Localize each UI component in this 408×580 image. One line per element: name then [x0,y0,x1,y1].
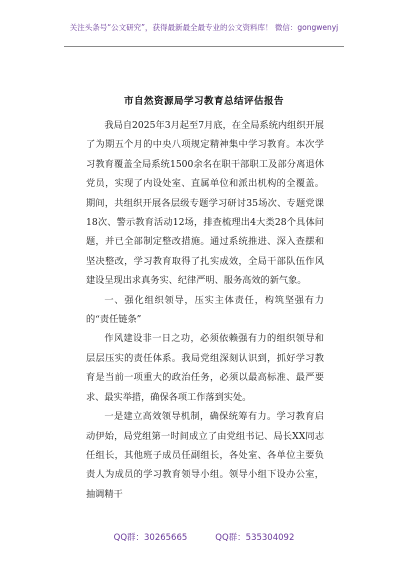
footer-qq-group-2: QQ群：535304092 [215,533,295,543]
footer [0,531,408,543]
paragraph-point-1: 一是建立高效领导机制，确保统筹有力。学习教育启动伊始，局党组第一时间成立了由党组书记、局长XX同志任组长，其他班子成员任副组长，各处室、各单位主要负责人为成员的学习教育领导小组。领导小组下设办公室，抽调精干 [86,411,324,500]
paragraph-section-1: 作风建设非一日之功，必须依赖强有力的组织领导和层层压实的责任体系。我局党组深刻认识到，抓好学习教育是当前一项重大的政治任务，必须以最高标准、最严要求、最实举措，确保各项工作落到实处。 [86,333,324,403]
document-body [86,116,324,504]
paragraph-intro: 我局自2025年3月起至7月底，在全局系统内组织开展了为期五个月的中央八项规定精神集中学习教育。本次学习教育覆盖全局系统1500余名在职干部职工及部分离退休党员，实现了内设处室、直属单位和派出机构的全覆盖。期间，共组织开展各层级专题学习研讨35场次、专题党课18次、警示教育活动12场，排查梳理出4大类28个具体问题，并已全部制定整改措施。通过系统推进、深入查摆和坚决整改，学习教育取得了扎实成效，全局干部队伍作风建设呈现出求真务实、纪律严明、服务高效的新气象。 [86,120,324,287]
promo-header: 关注头条号“公文研究”，获得最新最全最专业的公文资料库！ 微信：gongwenyj [69,23,339,32]
section-heading-1: 一、强化组织领导，压实主体责任，构筑坚强有力的“责任链条” [86,294,324,326]
header-divider [64,46,344,47]
footer-qq-group-1: QQ群：30265665 [113,533,188,543]
document-title: 市自然资源局学习教育总结评估报告 [123,96,284,107]
